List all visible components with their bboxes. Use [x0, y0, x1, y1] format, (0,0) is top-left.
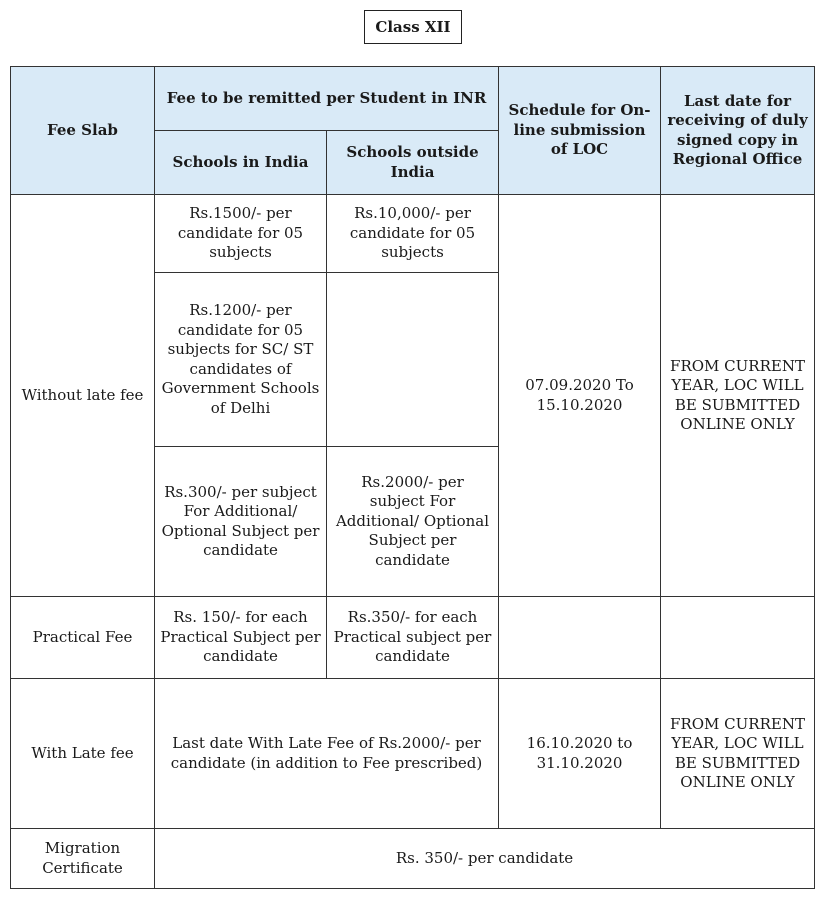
table-row — [11, 679, 815, 829]
class-title: Class XII — [364, 10, 462, 44]
header-schools-outside: Schools outside India — [327, 131, 499, 195]
fee-migration: Rs. 350/- per candidate — [155, 829, 815, 889]
fee-outside-practical: Rs.350/- for each Practical subject per candidate — [327, 597, 499, 679]
header-schedule: Schedule for On-line submission of LOC — [499, 67, 661, 195]
header-row-1 — [11, 67, 815, 131]
last-date-without-late: FROM CURRENT YEAR, LOC WILL BE SUBMITTED ONLINE ONLY — [661, 195, 815, 597]
last-date-with-late: FROM CURRENT YEAR, LOC WILL BE SUBMITTED ONLINE ONLY — [661, 679, 815, 829]
fee-slab-with-late: With Late fee — [11, 679, 155, 829]
fee-india-standard: Rs.1500/- per candidate for 05 subjects — [155, 195, 327, 273]
table-row — [11, 829, 815, 889]
header-fee-slab: Fee Slab — [11, 67, 155, 195]
fee-outside-sc-st-empty — [327, 273, 499, 447]
header-last-date: Last date for receiving of duly signed copy in Regional Office — [661, 67, 815, 195]
last-date-practical-empty — [661, 597, 815, 679]
fee-india-practical: Rs. 150/- for each Practical Subject per candidate — [155, 597, 327, 679]
header-fee-remitted: Fee to be remitted per Student in INR — [155, 67, 499, 131]
table-row — [11, 195, 815, 273]
fee-india-additional: Rs.300/- per subject For Additional/ Optional Subject per candidate — [155, 447, 327, 597]
table-row — [11, 597, 815, 679]
fee-slab-practical: Practical Fee — [11, 597, 155, 679]
fee-with-late: Last date With Late Fee of Rs.2000/- per candidate (in addition to Fee prescribed) — [155, 679, 499, 829]
fee-india-sc-st: Rs.1200/- per candidate for 05 subjects for SC/ ST candidates of Government Schools of Delhi — [155, 273, 327, 447]
fee-slab-without-late: Without late fee — [11, 195, 155, 597]
header-schools-india: Schools in India — [155, 131, 327, 195]
fee-slab-migration: Migration Certificate — [11, 829, 155, 889]
schedule-without-late: 07.09.2020 To 15.10.2020 — [499, 195, 661, 597]
schedule-practical-empty — [499, 597, 661, 679]
schedule-with-late: 16.10.2020 to 31.10.2020 — [499, 679, 661, 829]
fee-table — [10, 66, 815, 889]
fee-outside-standard: Rs.10,000/- per candidate for 05 subjects — [327, 195, 499, 273]
fee-outside-additional: Rs.2000/- per subject For Additional/ Optional Subject per candidate — [327, 447, 499, 597]
